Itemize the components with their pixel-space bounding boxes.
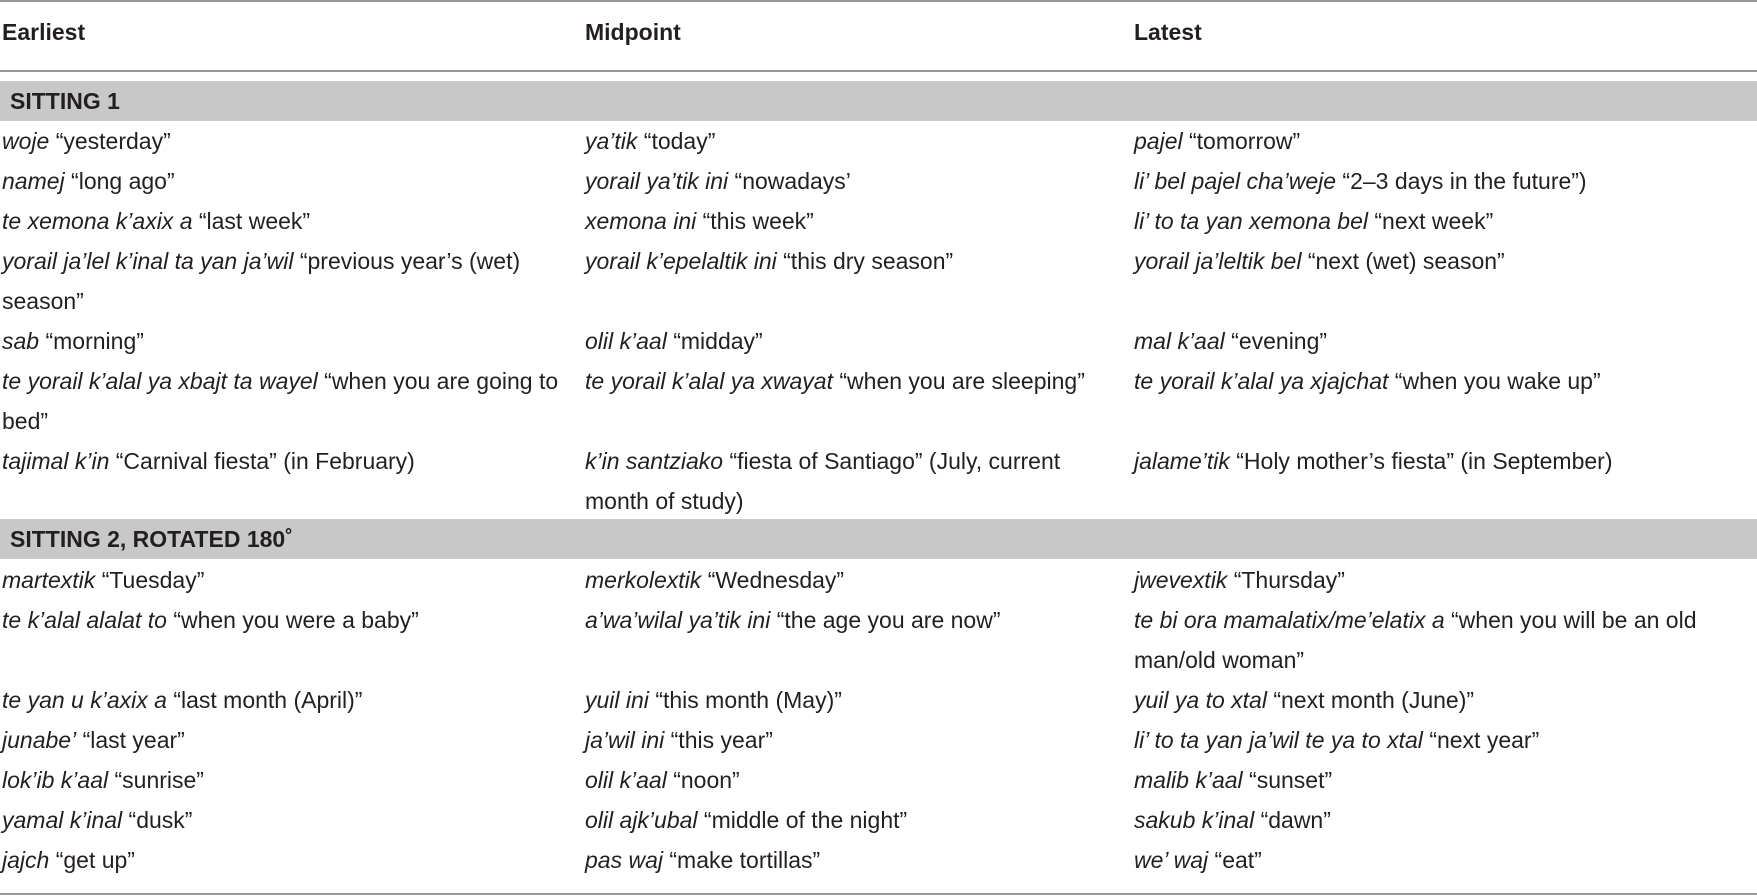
table-row [0,161,1757,201]
cell-latest: yorail ja’leltik bel “next (wet) season” [1134,248,1505,274]
cell-midpoint: yuil ini “this month (May)” [585,687,842,713]
cell-earliest: jajch “get up” [2,847,135,873]
header-latest: Latest [1134,19,1202,45]
table-row [0,680,1757,720]
table-row [0,720,1757,760]
table-bottom-rule [0,893,1757,895]
cell-earliest: martextik “Tuesday” [2,567,205,593]
cell-earliest: namej “long ago” [2,168,175,194]
cell-latest: sakub k’inal “dawn” [1134,807,1331,833]
cell-earliest: junabe’ “last year” [2,727,185,753]
cell-midpoint: yorail ya’tik ini “nowadays’ [585,168,851,194]
table-row [0,760,1757,800]
section-sitting-2 [0,519,1757,559]
cell-midpoint: a’wa’wilal ya’tik ini “the age you are now” [585,607,1001,633]
table-row [0,121,1757,161]
table-row [0,600,1757,680]
cell-earliest: yamal k’inal “dusk” [2,807,193,833]
cell-latest: jalame’tik “Holy mother’s fiesta” (in September) [1134,448,1613,474]
cell-latest: li’ to ta yan ja’wil te ya to xtal “next year” [1134,727,1540,753]
table-row [0,201,1757,241]
table-row [0,361,1757,441]
cell-earliest: yorail ja’lel k’inal ta yan ja’wil “previous year’s (wet) season” [2,248,521,314]
section-title: SITTING 1 [10,88,120,114]
cell-earliest: te yan u k’axix a “last month (April)” [2,687,363,713]
table-row [0,800,1757,840]
cell-earliest: te xemona k’axix a “last week” [2,208,311,234]
cell-earliest: lok’ib k’aal “sunrise” [2,767,204,793]
cell-midpoint: merkolextik “Wednesday” [585,567,845,593]
table-row [0,840,1757,880]
cell-latest: pajel “tomorrow” [1134,128,1301,154]
cell-midpoint: olil ajk’ubal “middle of the night” [585,807,908,833]
cell-midpoint: ja’wil ini “this year” [585,727,773,753]
cell-midpoint: te yorail k’alal ya xwayat “when you are sleeping” [585,368,1085,394]
table-row [0,321,1757,361]
header-midpoint: Midpoint [585,19,681,45]
cell-earliest: sab “morning” [2,328,144,354]
cell-latest: li’ bel pajel cha’weje “2–3 days in the future”) [1134,168,1587,194]
cell-latest: te bi ora mamalatix/me’elatix a “when you will be an old man/old woman” [1134,607,1697,673]
cell-midpoint: pas waj “make tortillas” [585,847,821,873]
cell-earliest: woje “yesterday” [2,128,171,154]
cell-midpoint: ya’tik “today” [585,128,716,154]
cell-latest: yuil ya to xtal “next month (June)” [1134,687,1475,713]
cell-midpoint: xemona ini “this week” [585,208,814,234]
section-sitting-1 [0,81,1757,121]
section-title: SITTING 2, ROTATED 180˚ [10,526,293,552]
cell-latest: li’ to ta yan xemona bel “next week” [1134,208,1494,234]
cell-earliest: te k’alal alalat to “when you were a baby” [2,607,419,633]
cell-midpoint: olil k’aal “midday” [585,328,763,354]
header-rule [0,70,1757,72]
cell-latest: we’ waj “eat” [1134,847,1262,873]
cell-latest: te yorail k’alal ya xjajchat “when you wake up” [1134,368,1601,394]
table-row [0,241,1757,321]
cell-latest: jwevextik “Thursday” [1134,567,1345,593]
cell-midpoint: olil k’aal “noon” [585,767,740,793]
cell-earliest: te yorail k’alal ya xbajt ta wayel “when you are going to bed” [2,368,559,434]
cell-earliest: tajimal k’in “Carnival fiesta” (in February) [2,448,415,474]
cell-midpoint: k’in santziako “fiesta of Santiago” (July, current month of study) [585,448,1061,514]
cell-latest: mal k’aal “evening” [1134,328,1328,354]
table-header-row [0,0,1757,70]
table-row [0,441,1757,521]
table-row [0,560,1757,600]
header-earliest: Earliest [2,19,86,45]
cell-midpoint: yorail k’epelaltik ini “this dry season” [585,248,954,274]
cell-latest: malib k’aal “sunset” [1134,767,1333,793]
